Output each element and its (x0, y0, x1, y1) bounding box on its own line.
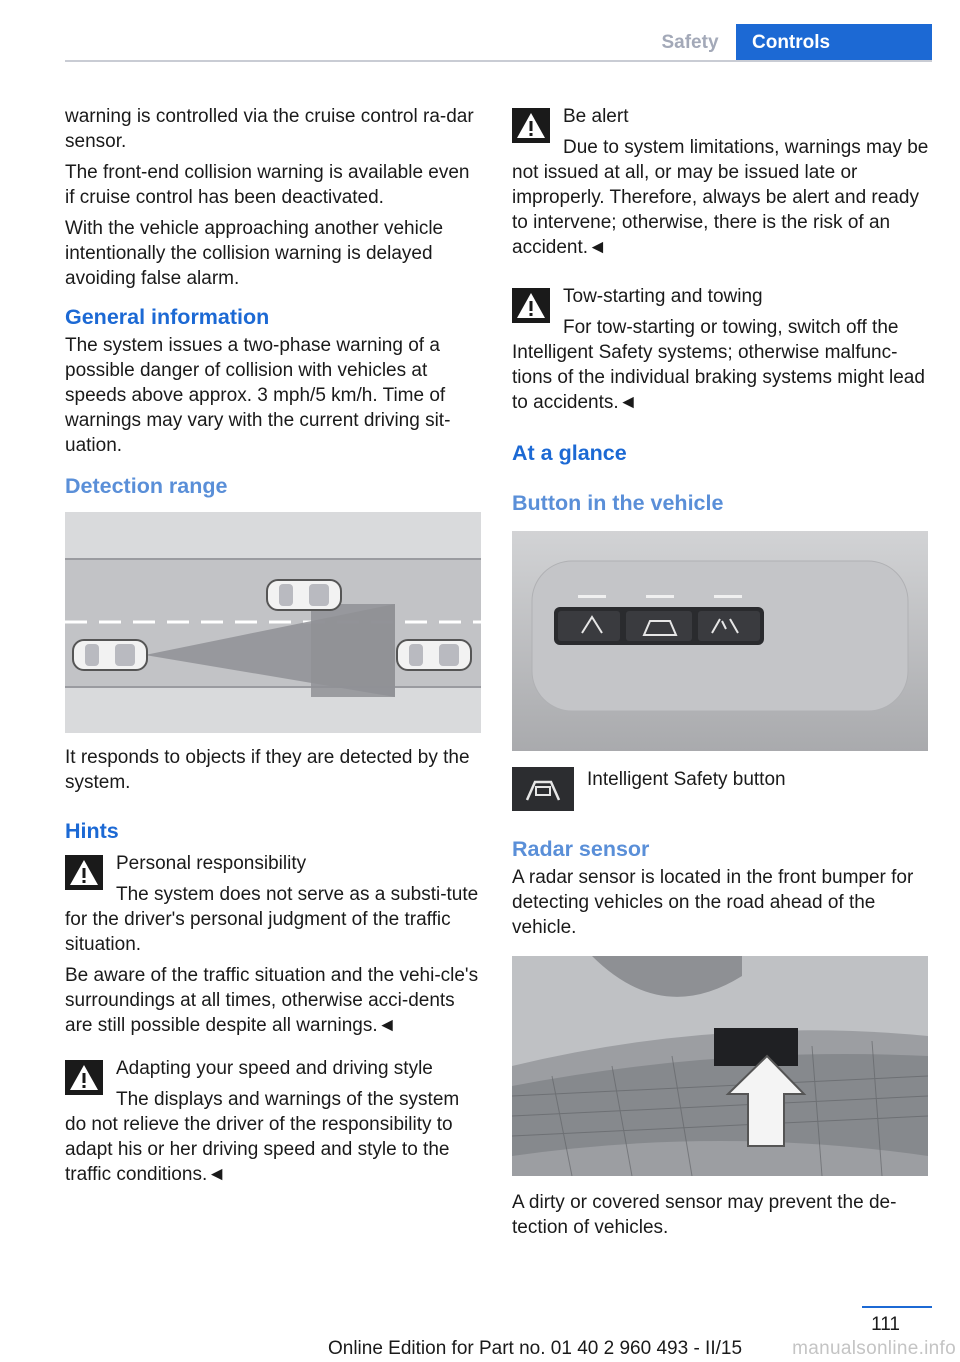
warning-text: Due to system limitations, warnings may be not issued at all, or may be issued late or improperly. Therefore, always be alert and ready to intervene; otherwise, there is the risk of an accident.◄ (512, 137, 929, 258)
warning-text: The displays and warnings of the system do not relieve the driver of the responsibility to adapt his or her driving speed and style to the traffic conditions.◄ (65, 1089, 460, 1185)
overhead-console-illustration (512, 531, 928, 751)
heading-general-information: General information (65, 305, 270, 329)
paragraph: A dirty or covered sensor may prevent the de‐tection of vehicles. (512, 1192, 897, 1238)
bumper-illustration (512, 956, 928, 1176)
button-legend (512, 767, 930, 813)
footer-rule (862, 1306, 932, 1308)
warning-title: Tow‐starting and towing (563, 286, 763, 307)
warning-adapting-speed (65, 1056, 483, 1187)
warning-text: The system does not serve as a substi‐tute for the driver's personal judgment of the traffic situation. (65, 884, 479, 955)
car-left-icon (73, 640, 147, 670)
left-column (65, 104, 483, 1193)
warning-tow-starting (512, 284, 930, 415)
button-caption: Intelligent Safety button (587, 769, 786, 790)
intelligent-safety-button-icon[interactable] (512, 767, 574, 811)
paragraph: A radar sensor is located in the front bumper for detecting vehicles on the road ahead of the vehicle. (512, 867, 914, 938)
warning-text: For tow‐starting or towing, switch off the Intelligent Safety systems; otherwise malfunc‐tions of the individual braking systems might lead to accidents.◄ (512, 317, 925, 413)
heading-detection-range: Detection range (65, 474, 228, 498)
paragraph: The front‐end collision warning is available even if cruise control has been deactivated. (65, 162, 470, 208)
radar-sensor-photo (512, 956, 928, 1176)
heading-hints: Hints (65, 819, 119, 843)
header-chapter-tab[interactable]: Controls (736, 24, 932, 61)
warning-personal-responsibility (65, 851, 483, 957)
warning-be-alert (512, 104, 930, 260)
warning-title: Personal responsibility (116, 853, 307, 874)
page-number: 111 (871, 1314, 900, 1335)
car-top-icon (267, 580, 341, 610)
warning-triangle-icon (65, 855, 103, 890)
heading-radar-sensor: Radar sensor (512, 837, 650, 861)
header-section-tab[interactable]: Safety (661, 31, 719, 53)
warning-triangle-icon (512, 288, 550, 323)
warning-triangle-icon (65, 1060, 103, 1095)
warning-title: Be alert (563, 106, 629, 127)
edition-note: Online Edition for Part no. 01 40 2 960 493 - II/15 (327, 1338, 743, 1359)
detection-range-figure (65, 512, 481, 733)
button-photo (512, 531, 928, 751)
header-rule (65, 60, 932, 62)
car-right-icon (397, 640, 471, 670)
heading-at-a-glance: At a glance (512, 441, 627, 465)
detection-range-illustration (65, 512, 481, 733)
heading-button-in-vehicle: Button in the vehicle (512, 491, 724, 515)
paragraph: warning is controlled via the cruise control ra‐dar sensor. (65, 106, 474, 152)
paragraph: It responds to objects if they are detected by the system. (65, 747, 470, 793)
warning-title: Adapting your speed and driving style (116, 1058, 433, 1079)
paragraph: The system issues a two‐phase warning of a possible danger of collision with vehicles at speeds above approx. 3 mph/5 km/h. Time of warnings may vary with the current driving sit‐uation. (65, 335, 451, 456)
paragraph: Be aware of the traffic situation and the vehi‐cle's surroundings at all times, otherwise acci‐dents are still possible despite all warnings.◄ (65, 965, 479, 1036)
warning-triangle-icon (512, 108, 550, 143)
watermark: manualsonline.info (792, 1338, 956, 1359)
paragraph: With the vehicle approaching another vehicle intentionally the collision warning is delayed avoiding false alarm. (65, 218, 444, 289)
right-column (512, 104, 930, 1246)
